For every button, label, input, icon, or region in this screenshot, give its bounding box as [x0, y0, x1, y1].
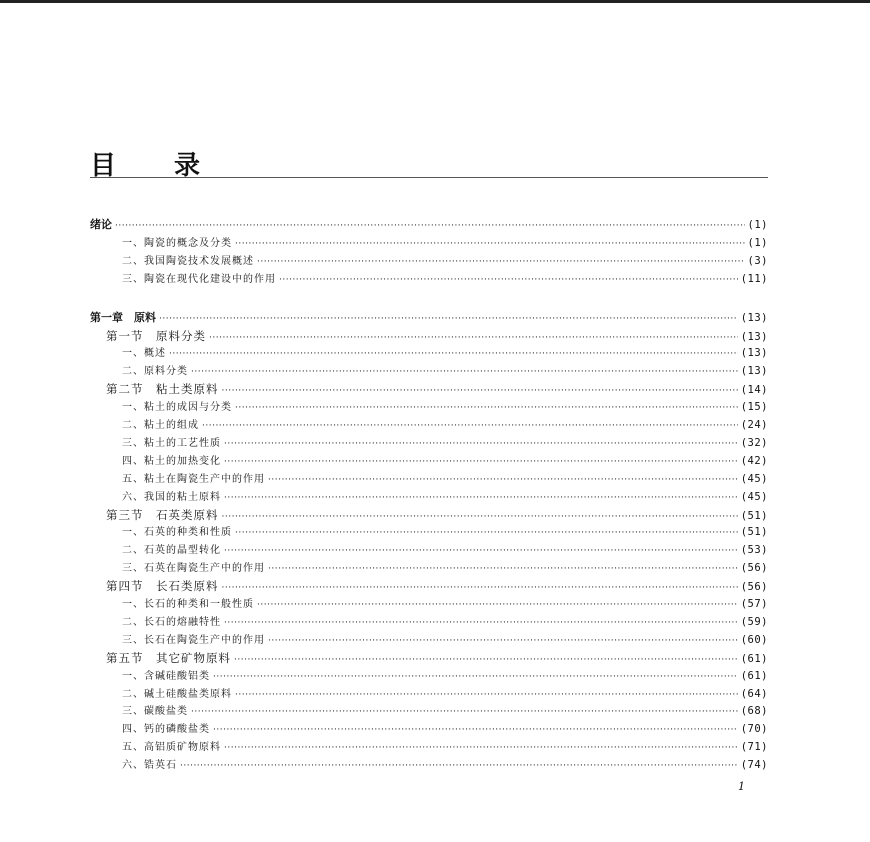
- dot-leader: [213, 669, 738, 685]
- entry-title: 二、原料分类: [122, 366, 188, 378]
- entry-title: 六、锆英石: [122, 760, 177, 772]
- top-border-rule: [0, 0, 870, 3]
- entry-title: 一、概述: [122, 348, 166, 360]
- entry-page-number: (56): [740, 562, 768, 575]
- toc-item-entry: [122, 417, 768, 433]
- entry-page-number: (59): [740, 615, 768, 628]
- dot-leader: [224, 490, 738, 506]
- entry-title: 三、粘土的工艺性质: [122, 437, 221, 449]
- toc-item-entry: [122, 632, 768, 648]
- toc-chapter-entry: [90, 217, 768, 233]
- toc-item-entry: [122, 739, 768, 755]
- dot-leader: [222, 580, 738, 596]
- dot-leader: [159, 311, 738, 327]
- toc-item-entry: [122, 686, 768, 702]
- toc-item-entry: [122, 271, 768, 287]
- entry-page-number: (45): [740, 472, 768, 485]
- dot-leader: [202, 418, 738, 434]
- entry-page-number: (3): [747, 254, 768, 267]
- toc-item-entry: [122, 721, 768, 737]
- dot-leader: [169, 346, 738, 362]
- entry-title: 第一节 原料分类: [106, 328, 206, 343]
- dot-leader: [224, 740, 738, 756]
- entry-page-number: (13): [740, 330, 768, 343]
- entry-page-number: (70): [740, 723, 768, 736]
- entry-title: 五、粘土在陶瓷生产中的作用: [122, 473, 265, 485]
- title-char-2: 录: [174, 151, 201, 181]
- toc-item-entry: [122, 703, 768, 719]
- toc-item-entry: [122, 399, 768, 415]
- toc-section-entry: [106, 650, 768, 666]
- entry-title: 一、石英的种类和性质: [122, 527, 232, 539]
- toc-item-entry: [122, 453, 768, 469]
- dot-leader: [279, 272, 738, 288]
- entry-page-number: (13): [740, 347, 768, 360]
- entry-page-number: (61): [740, 669, 768, 682]
- entry-title: 二、我国陶瓷技术发展概述: [122, 255, 254, 267]
- dot-leader: [268, 472, 738, 488]
- entry-title: 二、石英的晶型转化: [122, 545, 221, 557]
- dot-leader: [191, 704, 738, 720]
- dot-leader: [180, 758, 738, 774]
- entry-title: 六、我国的粘土原料: [122, 491, 221, 503]
- entry-page-number: (32): [740, 436, 768, 449]
- dot-leader: [115, 218, 745, 234]
- toc-item-entry: [122, 489, 768, 505]
- dot-leader: [224, 454, 738, 470]
- toc-item-entry: [122, 614, 768, 630]
- toc-chapter-entry: [90, 310, 768, 326]
- entry-title: 三、石英在陶瓷生产中的作用: [122, 563, 265, 575]
- dot-leader: [209, 330, 738, 346]
- entry-title: 五、高铝质矿物原料: [122, 742, 221, 754]
- entry-page-number: (24): [740, 419, 768, 431]
- entry-title: 四、钙的磷酸盐类: [122, 724, 210, 736]
- entry-page-number: (42): [740, 454, 768, 467]
- entry-page-number: (51): [740, 526, 768, 539]
- dot-leader: [257, 254, 745, 270]
- toc-section-entry: [106, 328, 768, 344]
- toc-item-entry: [122, 235, 768, 251]
- dot-leader: [268, 561, 738, 577]
- entry-title: 三、碳酸盐类: [122, 706, 188, 718]
- entry-title: 二、碱土硅酸盐类原料: [122, 688, 232, 700]
- entry-page-number: (74): [740, 759, 768, 772]
- toc-item-entry: [122, 435, 768, 451]
- entry-title: 四、粘土的加热变化: [122, 455, 221, 467]
- page-number-folio: 1: [738, 780, 745, 793]
- dot-leader: [235, 687, 738, 703]
- dot-leader: [213, 722, 738, 738]
- dot-leader: [234, 652, 738, 668]
- dot-leader: [224, 615, 738, 631]
- entry-page-number: (60): [740, 633, 768, 646]
- entry-title: 第三节 石英类原料: [106, 507, 219, 522]
- dot-leader: [268, 633, 738, 649]
- dot-leader: [235, 400, 738, 416]
- toc-item-entry: [122, 363, 768, 379]
- toc-item-entry: [122, 253, 768, 269]
- entry-page-number: (56): [740, 581, 768, 594]
- entry-title: 第五节 其它矿物原料: [106, 650, 231, 665]
- entry-page-number: (64): [740, 687, 768, 700]
- entry-title: 三、长石在陶瓷生产中的作用: [122, 634, 265, 646]
- entry-title: 一、含碱硅酸铝类: [122, 670, 210, 682]
- entry-title: 三、陶瓷在现代化建设中的作用: [122, 273, 276, 285]
- dot-leader: [222, 383, 738, 399]
- entry-title: 第二节 粘土类原料: [106, 382, 219, 397]
- entry-title: 一、粘土的成因与分类: [122, 402, 232, 414]
- entry-title: 一、陶瓷的概念及分类: [122, 237, 232, 249]
- entry-page-number: (1): [747, 236, 768, 249]
- entry-title: 一、长石的种类和一般性质: [122, 599, 254, 610]
- toc-section-entry: [106, 381, 768, 397]
- entry-page-number: (61): [740, 652, 768, 665]
- entry-page-number: (45): [740, 490, 768, 503]
- entry-page-number: (15): [740, 401, 768, 414]
- entry-page-number: (51): [740, 509, 768, 522]
- toc-item-entry: [122, 596, 768, 612]
- entry-page-number: (57): [740, 598, 768, 610]
- entry-title: 二、粘土的组成: [122, 420, 199, 431]
- toc-item-entry: [122, 560, 768, 576]
- entry-title: 绪论: [90, 218, 112, 231]
- entry-title: 第四节 长石类原料: [106, 579, 219, 594]
- dot-leader: [224, 436, 738, 452]
- dot-leader: [191, 364, 738, 380]
- entry-title: 第一章 原料: [90, 310, 156, 324]
- dot-leader: [235, 525, 738, 541]
- title-char-1: 目: [90, 151, 117, 181]
- dot-leader: [222, 509, 738, 525]
- title-underline: [90, 177, 768, 178]
- toc-item-entry: [122, 542, 768, 558]
- entry-page-number: (13): [740, 311, 768, 324]
- entry-page-number: (53): [740, 544, 768, 557]
- entry-page-number: (11): [740, 272, 768, 285]
- toc-item-entry: [122, 471, 768, 487]
- toc-section-entry: [106, 507, 768, 523]
- toc-item-entry: [122, 757, 768, 773]
- entry-page-number: (14): [740, 384, 768, 397]
- entry-page-number: (68): [740, 705, 768, 718]
- dot-leader: [257, 597, 738, 613]
- toc-section-entry: [106, 578, 768, 594]
- dot-leader: [224, 543, 738, 559]
- entry-page-number: (13): [740, 365, 768, 378]
- entry-title: 二、长石的熔融特性: [122, 616, 221, 628]
- dot-leader: [235, 236, 745, 252]
- toc-item-entry: [122, 524, 768, 540]
- toc-item-entry: [122, 345, 768, 361]
- toc-item-entry: [122, 668, 768, 684]
- entry-page-number: (1): [747, 219, 768, 231]
- entry-page-number: (71): [740, 741, 768, 754]
